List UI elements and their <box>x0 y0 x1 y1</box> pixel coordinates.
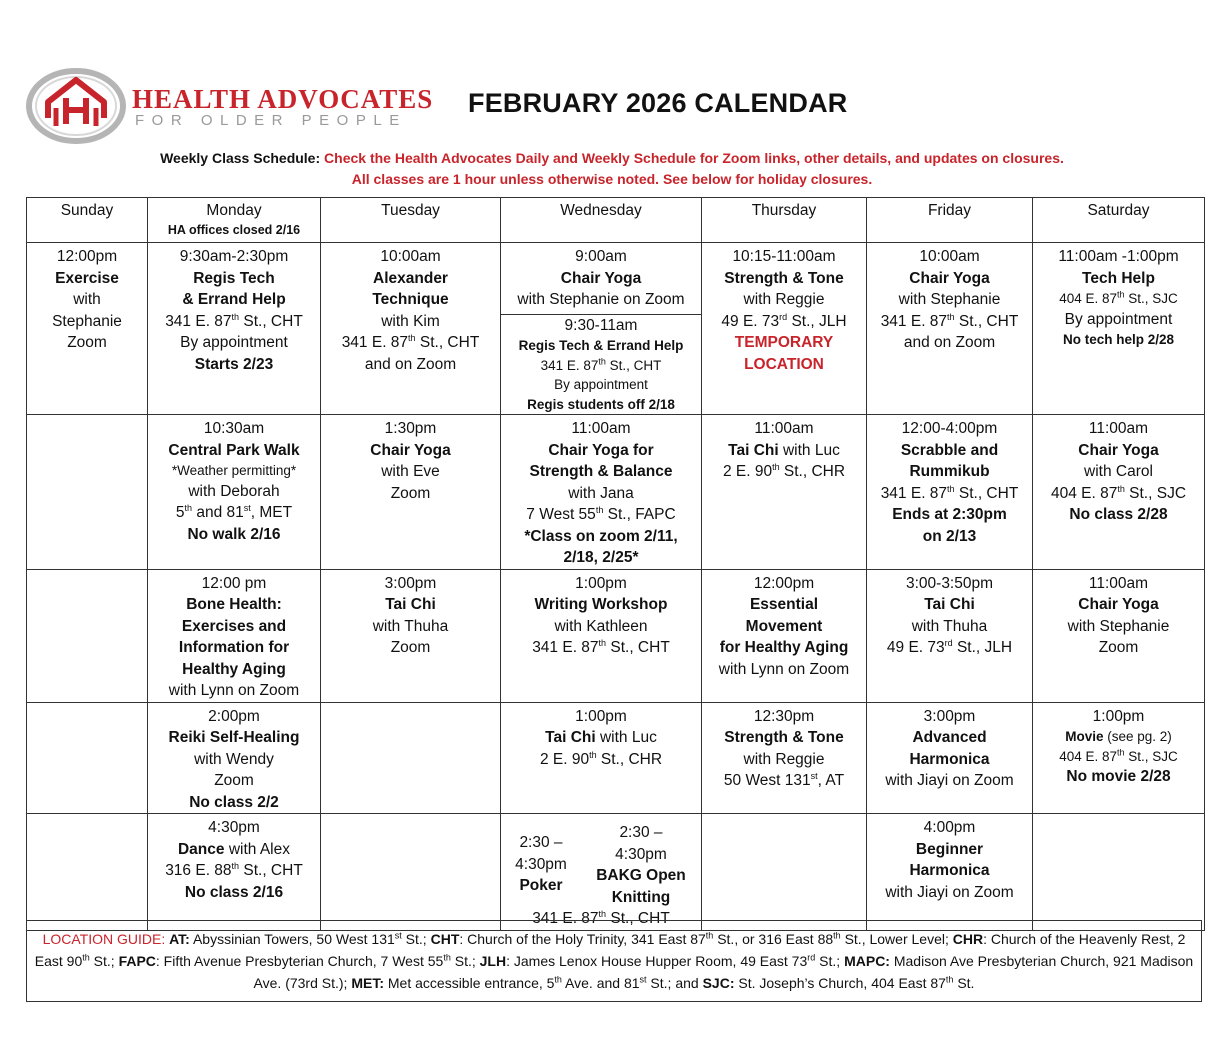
location-guide: LOCATION GUIDE: AT: Abyssinian Towers, 50 West 131st St.; CHT: Church of the Holy Trinity, 341 East 87th St., or 316 East 88th St., Lower Level; CHR: Church of the Heavenly Rest, 2 East 90th St.; FAPC: Fifth Avenue Presbyterian Church, 7 West 55th St.; JLH: James Lenox House Hupper Room, 49 East 73rd St.; MAPC: Madison Ave Presbyterian Church, 921 Madison Ave. (73rd St.); MET: Met accessible entrance, 5th Ave. and 81st St.; and SJC: St. Joseph’s Church, 404 East 87th St. <box>26 920 1202 1002</box>
class-location: Zoom <box>390 639 431 656</box>
class-location: 5th and 81st, MET <box>175 502 293 521</box>
page-header <box>0 0 1224 200</box>
monday-closure-note: HA offices closed 2/16 <box>167 222 301 237</box>
class-name: Advanced <box>912 729 987 746</box>
class-location: 341 E. 87th St., CHT <box>540 356 662 373</box>
class-name: Central Park Walk <box>168 441 300 459</box>
class-name: Strength & Tone <box>724 729 844 746</box>
class-name: Movie (see pg. 2) <box>1065 729 1172 744</box>
class-cell <box>501 415 702 570</box>
class-cell <box>867 243 1033 415</box>
class-detail: with <box>73 291 101 308</box>
class-location: 49 E. 73rd St., JLH <box>886 637 1013 656</box>
class-location: 341 E. 87th St., CHT <box>341 332 480 351</box>
class-note: No walk 2/16 <box>187 525 281 543</box>
class-time: 12:00pm <box>753 574 815 592</box>
class-cell <box>501 243 702 415</box>
class-location: 2 E. 90th St., CHR <box>539 749 663 768</box>
calendar-row-5 <box>27 814 1205 931</box>
class-name: Dance with Alex <box>177 840 290 858</box>
class-note: No movie 2/28 <box>1066 768 1171 785</box>
class-name: Exercises and <box>181 617 287 635</box>
temporary-location-warning: TEMPORARY <box>734 334 834 351</box>
class-instructor: with Wendy <box>194 750 274 768</box>
class-time: 2:30 – <box>519 834 563 851</box>
class-cell <box>501 814 702 931</box>
class-name: Chair Yoga <box>1078 596 1159 613</box>
day-header-sunday: Sunday <box>27 198 148 243</box>
class-name: Reiki Self-Healing <box>168 729 300 746</box>
class-instructor: with Stephanie <box>898 291 1001 308</box>
day-header-tuesday: Tuesday <box>321 198 501 243</box>
class-instructor: with Thuha <box>372 617 449 635</box>
class-time: 3:00-3:50pm <box>905 574 994 592</box>
class-name: Scrabble and <box>900 441 999 459</box>
class-cell <box>148 814 321 931</box>
class-time: 4:30pm <box>615 845 667 863</box>
class-name: Strength & Balance <box>529 463 673 480</box>
class-cell <box>1033 702 1205 814</box>
class-cell <box>867 702 1033 814</box>
class-time: 1:00pm <box>575 707 627 725</box>
class-instructor: with Kim <box>381 312 440 330</box>
class-name: Chair Yoga <box>560 269 642 287</box>
class-name: Chair Yoga <box>909 269 990 287</box>
day-header-thursday: Thursday <box>702 198 867 243</box>
class-name: Movement <box>745 617 823 635</box>
class-cell <box>321 415 501 570</box>
class-cell <box>1033 243 1205 415</box>
class-location: 404 E. 87th St., SJC <box>1050 483 1187 502</box>
wednesday-split-classes <box>501 814 701 908</box>
class-name: Information for <box>178 639 290 656</box>
class-time: 11:00am <box>571 420 631 437</box>
class-detail: *Weather permitting* <box>171 463 297 478</box>
class-cell <box>867 415 1033 570</box>
class-time: 2:30 – <box>619 824 663 841</box>
class-time: 4:00pm <box>923 819 976 836</box>
class-note: *Class on zoom 2/11, <box>524 527 678 545</box>
class-name: Beginner <box>915 840 984 858</box>
class-name: & Errand Help <box>182 291 286 308</box>
class-cell <box>1033 415 1205 570</box>
class-cell <box>148 569 321 702</box>
class-note: Regis students off 2/18 <box>527 396 675 412</box>
class-name: BAKG Open <box>596 867 686 884</box>
class-time: 1:30pm <box>384 420 437 437</box>
class-time: 12:00-4:00pm <box>901 420 998 437</box>
class-time: 10:00am <box>380 248 441 265</box>
day-header-monday-label: Monday <box>206 202 262 219</box>
class-cell <box>27 243 148 415</box>
logo-wordmark: HEALTH ADVOCATES <box>132 84 434 114</box>
class-name: Exercise <box>55 269 119 287</box>
class-name: Writing Workshop <box>534 596 668 613</box>
class-detail: By appointment <box>1064 310 1173 328</box>
class-cell <box>867 814 1033 931</box>
class-instructor: with Lynn on Zoom <box>168 682 300 699</box>
poker-class <box>501 822 581 908</box>
calendar-table <box>26 197 1205 931</box>
class-note: Starts 2/23 <box>194 355 274 373</box>
temporary-location-warning: LOCATION <box>744 355 824 373</box>
class-instructor: Stephanie <box>52 312 122 330</box>
class-cell <box>501 569 702 702</box>
class-name: Knitting <box>611 888 671 906</box>
class-location: 2 E. 90th St., CHR <box>722 461 846 480</box>
class-cell <box>148 415 321 570</box>
class-time: 1:00pm <box>575 574 627 592</box>
class-name: Harmonica <box>909 750 990 768</box>
class-time: 2:00pm <box>208 707 260 725</box>
class-location: Zoom <box>1098 639 1139 656</box>
class-name: Tai Chi <box>385 596 436 613</box>
class-location: Zoom <box>214 772 254 789</box>
empty-cell <box>321 814 501 931</box>
class-name: Harmonica <box>909 862 990 879</box>
empty-cell <box>27 814 148 931</box>
class-name: Strength & Tone <box>724 269 844 287</box>
class-location: 341 E. 87th St., CHT <box>880 483 1019 502</box>
class-detail: and on Zoom <box>364 355 457 373</box>
class-note: No class 2/28 <box>1069 506 1168 523</box>
class-time: 12:00pm <box>56 248 118 265</box>
class-cell <box>702 243 867 415</box>
day-header-wednesday: Wednesday <box>501 198 702 243</box>
class-instructor: with Lynn on Zoom <box>718 660 850 678</box>
class-note: No tech help 2/28 <box>1062 332 1175 347</box>
class-time: 12:00 pm <box>201 574 267 592</box>
class-cell <box>867 569 1033 702</box>
class-location: 341 E. 87th St., CHT <box>532 637 670 656</box>
class-instructor: with Eve <box>381 463 440 480</box>
empty-cell <box>1033 814 1205 931</box>
class-instructor: with Jiayi on Zoom <box>885 772 1014 789</box>
class-location: 404 E. 87th St., SJC <box>1059 747 1178 764</box>
class-instructor: with Jana <box>568 484 634 502</box>
class-instructor: with Kathleen <box>554 617 648 635</box>
class-cell <box>702 415 867 570</box>
class-name: Tech Help <box>1082 269 1155 287</box>
class-name: Bone Health: <box>186 596 282 613</box>
class-cell <box>148 243 321 415</box>
class-instructor: with Thuha <box>911 617 988 635</box>
schedule-label: Weekly Class Schedule: <box>160 150 321 166</box>
class-location: 341 E. 87th St., CHT <box>532 908 670 927</box>
calendar-row-4 <box>27 702 1205 814</box>
class-cell <box>1033 569 1205 702</box>
class-name: Regis Tech & Errand Help <box>518 338 684 353</box>
class-cell <box>702 702 867 814</box>
knitting-class <box>581 822 701 908</box>
class-location: 7 West 55th St., FAPC <box>526 504 676 523</box>
class-name: Regis Tech <box>193 269 275 287</box>
class-note: 2/18, 2/25* <box>563 549 639 566</box>
class-location: Zoom <box>67 334 107 351</box>
class-time: 11:00am <box>754 420 814 437</box>
schedule-note-text: Check the Health Advocates Daily and Weekly Schedule for Zoom links, other details, and updates on closures. <box>324 150 1064 166</box>
class-note: No class 2/16 <box>184 883 284 901</box>
class-name: Rummikub <box>909 463 990 480</box>
class-cell <box>702 569 867 702</box>
calendar-row-3 <box>27 569 1205 702</box>
class-time: 3:00pm <box>384 574 437 592</box>
class-time: 9:00am <box>575 248 627 265</box>
schedule-note <box>0 150 1224 166</box>
class-instructor: with Carol <box>1084 463 1153 480</box>
class-location: 316 E. 88th St., CHT <box>165 860 303 879</box>
class-cell <box>321 243 501 415</box>
class-location: 50 West 131st, AT <box>723 770 845 789</box>
calendar-header-row <box>27 198 1205 243</box>
class-location: 404 E. 87th St., SJC <box>1059 289 1178 306</box>
class-name: Chair Yoga <box>1078 441 1159 459</box>
class-instructor: with Stephanie on Zoom <box>517 291 685 308</box>
class-time: 10:15-11:00am <box>732 248 836 265</box>
class-time: 4:30pm <box>208 819 260 836</box>
class-location: 341 E. 87th St., CHT <box>165 311 303 330</box>
class-name: Tai Chi with Luc <box>728 441 840 459</box>
empty-cell <box>27 702 148 814</box>
class-location: 341 E. 87th St., CHT <box>880 311 1019 330</box>
calendar-row-1 <box>27 243 1205 415</box>
class-detail: and on Zoom <box>903 334 996 351</box>
class-detail: By appointment <box>180 334 288 351</box>
class-instructor: with Jiayi on Zoom <box>885 883 1014 901</box>
day-header-monday <box>148 198 321 243</box>
schedule-note-2: All classes are 1 hour unless otherwise noted. See below for holiday closures. <box>351 171 873 187</box>
class-name: Chair Yoga for <box>548 441 654 459</box>
day-header-saturday: Saturday <box>1033 198 1205 243</box>
class-name: Essential <box>749 596 819 613</box>
empty-cell <box>27 415 148 570</box>
class-name: Poker <box>519 877 563 894</box>
class-note: Ends at 2:30pm <box>892 506 1007 523</box>
class-cell <box>321 569 501 702</box>
class-name: Tai Chi with Luc <box>545 729 657 746</box>
class-location: Zoom <box>390 484 431 502</box>
class-location: 49 E. 73rd St., JLH <box>721 311 847 330</box>
class-time: 12:30pm <box>753 707 815 725</box>
day-header-friday: Friday <box>867 198 1033 243</box>
class-time: 4:30pm <box>515 855 567 873</box>
class-cell <box>148 702 321 814</box>
class-time: 3:00pm <box>923 707 976 725</box>
class-name: Chair Yoga <box>370 441 451 459</box>
page-title: FEBRUARY 2026 CALENDAR <box>468 88 848 118</box>
class-name: Healthy Aging <box>182 660 286 678</box>
class-instructor: with Reggie <box>743 750 825 768</box>
class-time: 9:30-11am <box>564 316 638 334</box>
class-note: No class 2/2 <box>189 793 279 811</box>
class-time: 11:00am <box>1088 574 1149 592</box>
class-instructor: with Reggie <box>743 291 825 308</box>
class-instructor: with Stephanie <box>1067 617 1170 635</box>
class-time: 1:00pm <box>1092 707 1145 725</box>
class-name: Tai Chi <box>924 596 975 613</box>
location-guide-label: LOCATION GUIDE: <box>42 931 166 947</box>
class-cell <box>501 702 702 814</box>
class-time: 11:00am -1:00pm <box>1058 248 1179 265</box>
empty-cell <box>321 702 501 814</box>
class-time: 10:30am <box>203 420 265 437</box>
class-name: Alexander <box>373 269 448 287</box>
class-instructor: with Deborah <box>188 482 280 500</box>
class-name: for Healthy Aging <box>719 639 849 656</box>
class-time: 9:30am-2:30pm <box>179 248 289 265</box>
logo-tagline: FOR OLDER PEOPLE <box>135 112 407 129</box>
empty-cell <box>27 569 148 702</box>
class-name: Technique <box>372 291 449 308</box>
class-time: 11:00am <box>1088 420 1149 437</box>
calendar-row-2 <box>27 415 1205 570</box>
empty-cell <box>702 814 867 931</box>
class-detail: By appointment <box>554 377 648 392</box>
class-note: on 2/13 <box>922 527 977 545</box>
class-time: 10:00am <box>919 248 980 265</box>
